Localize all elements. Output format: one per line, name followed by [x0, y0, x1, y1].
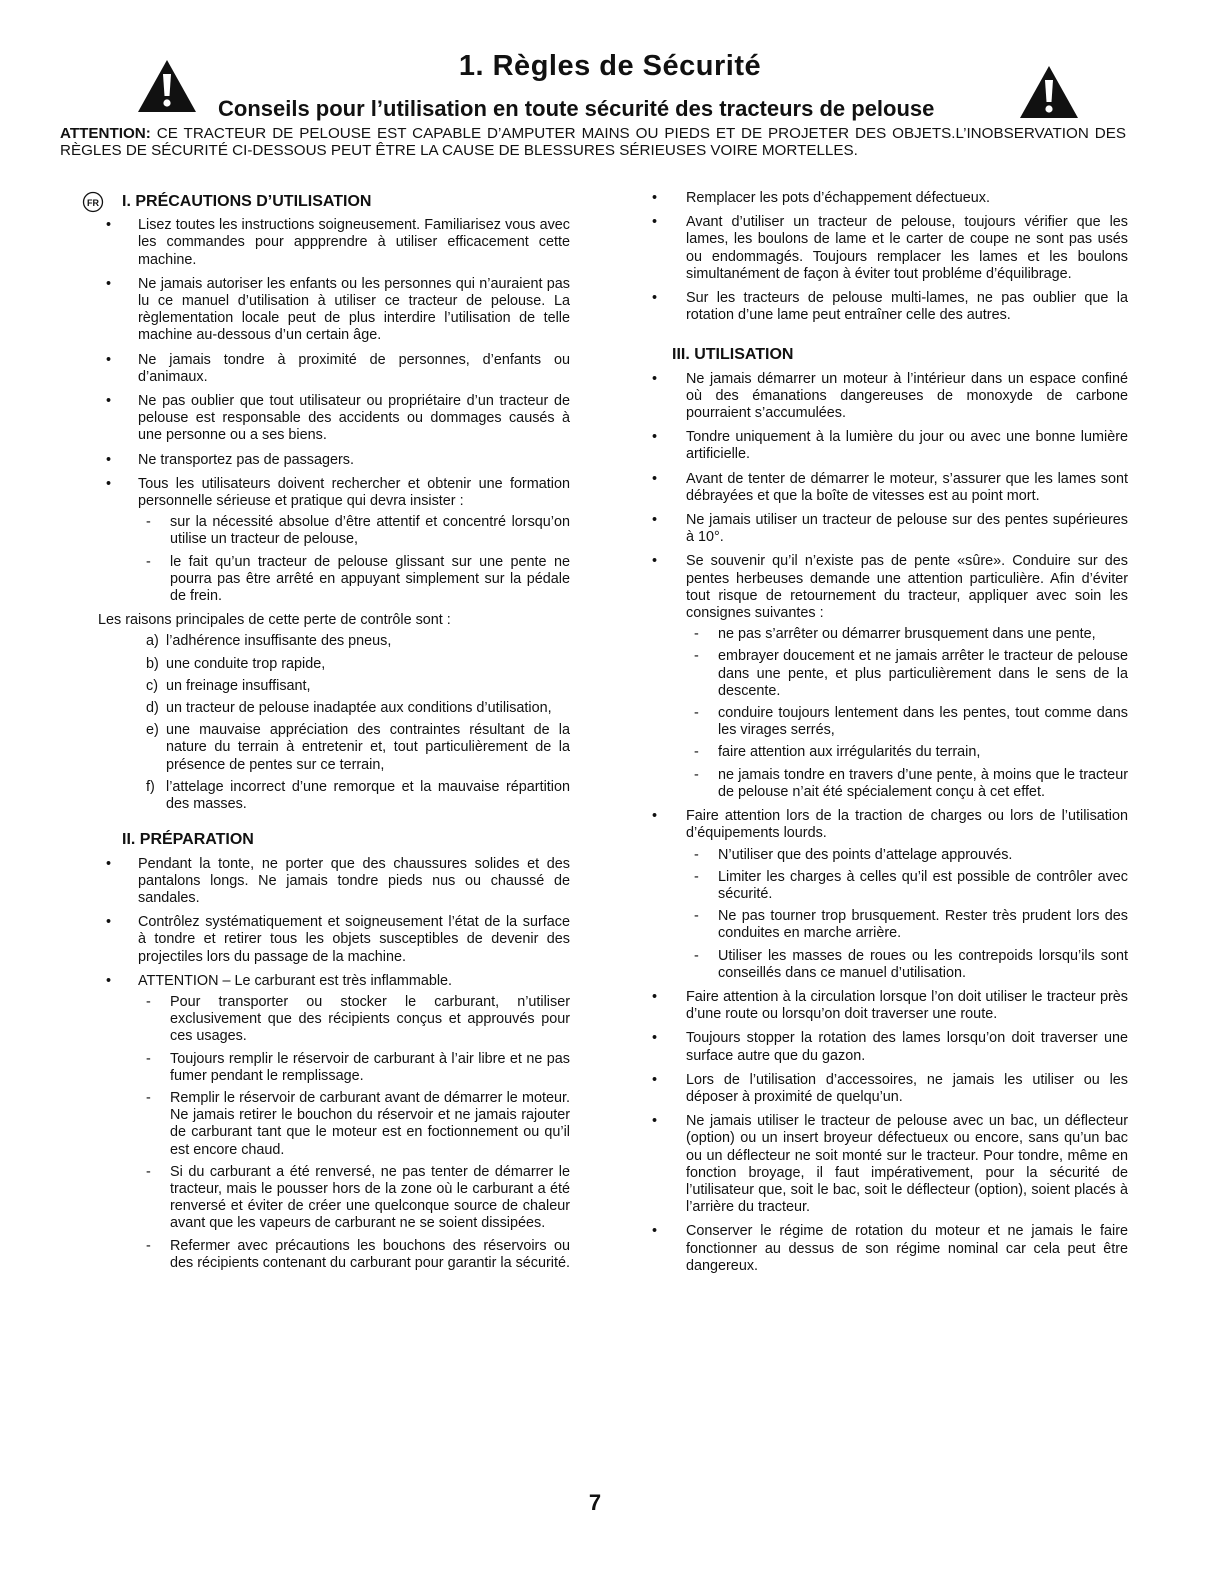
list-item: b) une conduite trop rapide,	[146, 655, 326, 672]
sub-list-item: - Remplir le réservoir de carburant avant de démarrer le moteur. Ne jamais retirer le bouchon du réservoir et ne jamais rajouter de carburant tant que le moteur est en foctionnement ou qu’il est encore chaud.	[146, 1089, 570, 1158]
page-number: 7	[588, 1490, 602, 1515]
reasons-list	[102, 633, 570, 813]
list-item: • Ne transportez pas de passagers.	[106, 451, 354, 468]
list-item: • Avant d’utiliser un tracteur de pelouse, toujours vérifier que les lames, les boulons de lame et le carter de coupe ne sont pas usés ou endommagés. Toujours remplacer les lames et les boulons simultanément de façon à éviter tout probléme d’équilibrage.	[652, 214, 1128, 282]
list-item: • Pendant la tonte, ne porter que des chaussures solides et des pantalons longs. Ne jamais tondre pieds nus ou chaussé de sandales.	[106, 855, 570, 906]
page-title: 1. Règles de Sécurité	[458, 50, 762, 82]
list-item: • Tondre uniquement à la lumière du jour ou avec une bonne lumière artificielle.	[652, 429, 1128, 463]
list-item: • Se souvenir qu’il n’existe pas de pente «sûre». Conduire sur des pentes herbeuses demande une attention particulière. Afin d’éviter tout risque de retournement du tracteur, appliquer avec soin les consignes suivantes : - ne pas s’arrêter ou démarrer brusquement dans une pente, - embrayer doucement et ne jamais arrêter le tracteur de pelouse dans une pente, et plus particulièrement dans le sens de la descente. - conduire toujours lentement dans les pentes, tout comme dans les virages serrés, - faire attention aux irrégularités du terrain, - ne jamais tondre en travers d’une pente, à moins que le tracteur de pelouse n’ait été spécialement conçu à cet effet.	[652, 553, 1128, 800]
bullet-list	[648, 371, 1128, 1275]
section3-heading: III. UTILISATION	[672, 346, 794, 364]
list-item: • Ne pas oublier que tout utilisateur ou propriétaire d’un tracteur de pelouse est responsable des accidents ou dommages causés à une personne ou a ses biens.	[106, 393, 570, 444]
sub-list-item: - Ne pas tourner trop brusquement. Rester très prudent lors des conduites en marche arrière.	[694, 908, 1128, 942]
list-item: • Tous les utilisateurs doivent rechercher et obtenir une formation personnelle sérieuse et pratique qui devra insister : - sur la nécessité absolue d’être attentif et concentré lorsqu’on utilise un tracteur de pelouse, - le fait qu’un tracteur de pelouse glissant sur une pente ne pourra pas être arrêté en appuyant simplement sur la pédale de frein.	[106, 475, 570, 605]
bullet-list	[102, 856, 570, 1272]
list-item: c) un freinage insuffisant,	[146, 677, 311, 694]
list-item: • Sur les tracteurs de pelouse multi-lames, ne pas oublier que la rotation d’une lame peut entraîner celle des autres.	[652, 290, 1128, 324]
attention-notice	[60, 125, 1126, 159]
sub-list-item: - faire attention aux irrégularités du terrain,	[694, 744, 981, 761]
attention-label: ATTENTION:	[60, 125, 151, 142]
sub-list-item: - N’utiliser que des points d’attelage approuvés.	[694, 846, 1013, 863]
list-item: • Faire attention lors de la traction de charges ou lors de l’utilisation d’équipements lourds. - N’utiliser que des points d’attelage approuvés. - Limiter les charges à celles qu’il est possible de contrôler avec sécurité. - Ne pas tourner trop brusquement. Rester très prudent lors des conduites en marche arrière. - Utiliser les masses de roues ou les contrepoids lorsqu’ils sont conseillés dans ce manuel d’utilisation.	[652, 808, 1128, 981]
sub-list-item: - embrayer doucement et ne jamais arrêter le tracteur de pelouse dans une pente, et plus particulièrement dans le sens de la descente.	[694, 648, 1128, 699]
section-heading	[87, 193, 570, 210]
sub-list	[138, 514, 570, 605]
sub-list-item: - Toujours remplir le réservoir de carburant à l’air libre et ne pas fumer pendant le remplissage.	[146, 1050, 570, 1084]
sub-list-item: - Refermer avec précautions les bouchons des réservoirs ou des récipients contenant du carburant pour garantir la sécurité.	[146, 1237, 570, 1271]
right-column	[648, 190, 1128, 1282]
bullet-list	[102, 217, 570, 605]
list-item: • Ne jamais démarrer un moteur à l’intérieur dans un espace confiné où des émanations dangereuses de monoxyde de carbone pourraient s’accumulées.	[652, 370, 1128, 422]
list-item: • ATTENTION – Le carburant est très inflammable. - Pour transporter ou stocker le carburant, n’utiliser exclusivement que des récipients conçus et approuvés pour ces usages. - Toujours remplir le réservoir de carburant à l’air libre et ne pas fumer pendant le remplissage. - Remplir le réservoir de carburant avant de démarrer le moteur. Ne jamais retirer le bouchon du réservoir et ne jamais rajouter de carburant tant que le moteur est en foctionnement ou qu’il est encore chaud. - Si du carburant a été renversé, ne pas tenter de démarrer le tracteur, mais le pousser hors de la zone où le carburant a été renversé et éviter de créer une quelconque source de chaleur avant que les vapeurs de carburant ne se soient dissipées. - Refermer avec précautions les bouchons des réservoirs ou des récipients contenant du carburant pour garantir la sécurité.	[106, 972, 570, 1271]
sub-list-item: - le fait qu’un tracteur de pelouse glissant sur une pente ne pourra pas être arrêté en appuyant simplement sur la pédale de frein.	[146, 553, 570, 605]
language-badge-text: FR	[87, 198, 99, 208]
sub-list-item: - Utiliser les masses de roues ou les contrepoids lorsqu’ils sont conseillés dans ce manuel d’utilisation.	[694, 947, 1128, 981]
list-item: • Ne jamais utiliser un tracteur de pelouse sur des pentes supérieures à 10°.	[652, 512, 1128, 546]
list-item: • Lisez toutes les instructions soigneusement. Familiarisez vous avec les commandes pour appprendre à utiliser efficacement cette machine.	[106, 217, 570, 268]
list-item: f) l’attelage incorrect d’une remorque et la mauvaise répartition des masses.	[146, 778, 570, 813]
list-item: • Ne jamais tondre à proximité de personnes, d’enfants ou d’animaux.	[106, 351, 570, 385]
list-item: • Ne jamais utiliser le tracteur de pelouse avec un bac, un déflecteur (option) ou un insert broyeur défectueux ou encore, sans qu’un bac ou un déflecteur ne soit monté sur le tracteur. Pour tondre, même en fonction broyage, il faut impérativement, pour la sécurité de l’utilisateur que, soit le bac, soit le déflecteur (option), soient placés à l’arrière du tracteur.	[652, 1113, 1128, 1216]
sub-list	[138, 994, 570, 1272]
list-item: • Avant de tenter de démarrer le moteur, s’assurer que les lames sont débrayées et que la boîte de vitesses est au point mort.	[652, 470, 1128, 504]
sub-list-item: - sur la nécessité absolue d’être attentif et concentré lorsqu’on utilise un tracteur de pelouse,	[146, 514, 570, 548]
list-item: • Lors de l’utilisation d’accessoires, ne jamais les utiliser ou les déposer à proximité de quelqu’un.	[652, 1071, 1128, 1105]
list-item: • Conserver le régime de rotation du moteur et ne jamais le faire fonctionner au dessus de son régime nominal car cela peut être dangereux.	[652, 1223, 1128, 1274]
sub-list-item: - Limiter les charges à celles qu’il est possible de contrôler avec sécurité.	[694, 868, 1128, 902]
section1-heading: I. PRÉCAUTIONS D’UTILISATION	[122, 193, 372, 210]
bullet-list	[648, 190, 1128, 324]
list-item: • Toujours stopper la rotation des lames lorsqu’on doit traverser une surface autre que du gazon.	[652, 1030, 1128, 1064]
sub-list	[686, 847, 1128, 982]
list-item: • Faire attention à la circulation lorsque l’on doit utiliser le tracteur près d’une route ou lorsqu’on doit traverser une route.	[652, 988, 1128, 1023]
sub-list-item: - Si du carburant a été renversé, ne pas tenter de démarrer le tracteur, mais le pousser hors de la zone où le carburant a été renversé et éviter de créer une quelconque source de chaleur avant que les vapeurs de carburant ne se soient dissipées.	[146, 1163, 570, 1232]
sub-list-item: - ne jamais tondre en travers d’une pente, à moins que le tracteur de pelouse n’ait été spécialement conçu à cet effet.	[694, 766, 1128, 800]
list-item: a) l’adhérence insuffisante des pneus,	[146, 633, 392, 650]
list-item: • Contrôlez systématiquement et soigneusement l’état de la surface à tondre et retirer tous les objets susceptibles de devenir des projectiles lors du passage de la machine.	[106, 914, 570, 965]
list-item: • Ne jamais autoriser les enfants ou les personnes qui n’auraient pas lu ce manuel d’utilisation à utiliser ce tracteur de pelouse. La règlementation locale peut de plus interdire l’utilisation de telle machine au-dessous d’un certain âge.	[106, 275, 570, 344]
sub-list	[686, 626, 1128, 801]
sub-list-item: - ne pas s’arrêter ou démarrer brusquement dans une pente,	[694, 626, 1096, 643]
reasons-intro: Les raisons principales de cette perte de contrôle sont :	[98, 612, 451, 629]
section2-heading: II. PRÉPARATION	[122, 831, 254, 849]
sub-list-item: - conduire toujours lentement dans les pentes, tout comme dans les virages serrés,	[694, 705, 1128, 739]
language-badge-icon	[82, 191, 104, 213]
page-subtitle: Conseils pour l’utilisation en toute sécurité des tracteurs de pelouse	[218, 96, 935, 121]
sub-list-item: - Pour transporter ou stocker le carburant, n’utiliser exclusivement que des récipients conçus et approuvés pour ces usages.	[146, 993, 570, 1045]
left-column	[87, 193, 570, 1279]
attention-text: CE TRACTEUR DE PELOUSE EST CAPABLE D’AMPUTER MAINS OU PIEDS ET DE PROJETER DES OBJETS.L’INOBSERVATION DES RÈGLES DE SÉCURITÉ CI-DESSOUS PEUT ÊTRE LA CAUSE DE BLESSURES SÉRIEUSES VOIRE MORTELLES.	[60, 125, 1126, 159]
list-item: • Remplacer les pots d’échappement défectueux.	[652, 190, 990, 206]
list-item: e) une mauvaise appréciation des contraintes résultant de la nature du terrain à entretenir et, tout particulièrement de la présence de pentes sur ce terrain,	[146, 722, 570, 773]
list-item: d) un tracteur de pelouse inadaptée aux conditions d’utilisation,	[146, 700, 552, 717]
